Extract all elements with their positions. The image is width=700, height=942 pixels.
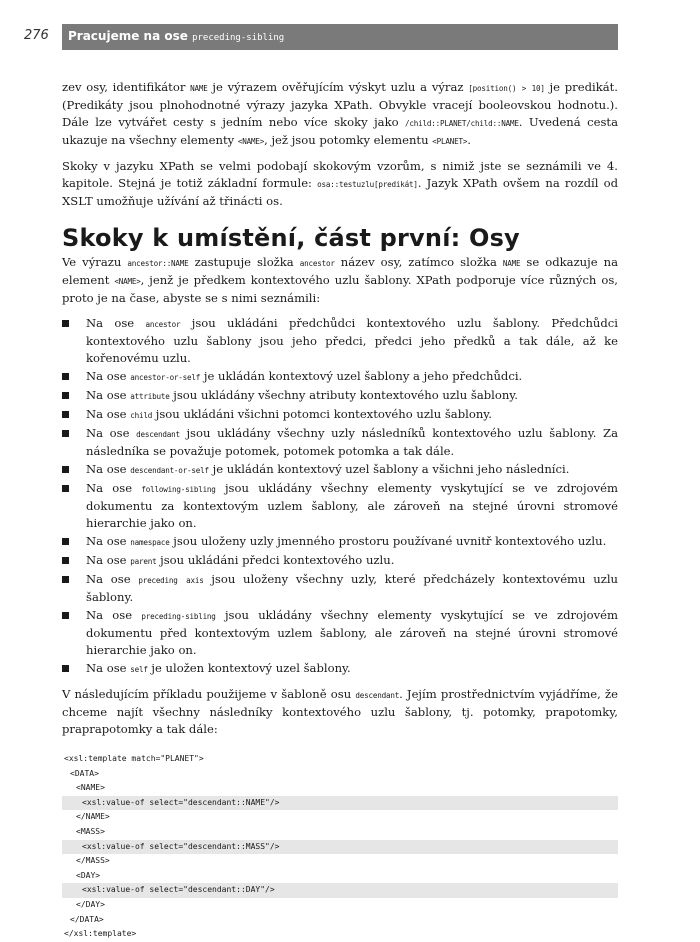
code-line <box>62 796 618 811</box>
text-run: je ukládán kontextový uzel šablony a jeho předchůdci. <box>200 369 523 383</box>
text-run: Na ose <box>86 534 131 548</box>
square-bullet-icon <box>62 320 69 327</box>
axis-list-item <box>62 461 618 479</box>
inline-code: attribute <box>130 392 170 401</box>
text-run: Na ose <box>86 426 137 440</box>
code-line-text: <xsl:value-of select="descendant::DAY"/> <box>82 885 275 895</box>
code-line-text: </NAME> <box>76 812 110 822</box>
code-line-text: <xsl:value-of select="descendant::MASS"/> <box>82 841 280 851</box>
code-line <box>62 840 618 855</box>
code-line <box>62 810 618 825</box>
text-run: V následujícím příkladu použijeme v šabloně osu <box>62 687 356 701</box>
text-run: . <box>467 133 471 147</box>
inline-code: ancestor <box>299 259 335 268</box>
inline-code: <NAME> <box>237 137 265 146</box>
square-bullet-icon <box>62 665 69 672</box>
square-bullet-icon <box>62 538 69 545</box>
running-header-title <box>68 29 284 43</box>
text-run: jsou ukládáni předci kontextového uzlu. <box>156 553 395 567</box>
code-line-text: </DAY> <box>76 899 105 909</box>
code-line-text: <NAME> <box>76 783 105 793</box>
inline-code: preceding axis <box>138 576 204 585</box>
inline-code: <NAME> <box>114 277 141 286</box>
inline-code: ancestor::NAME <box>127 259 189 268</box>
code-line <box>62 898 618 913</box>
text-run: jsou ukládáni všichni potomci kontextového uzlu šablony. <box>152 407 492 421</box>
inline-code: [position() > 10] <box>468 84 545 93</box>
axis-list-item <box>62 660 618 678</box>
text-run: . Uvedená cesta ukazuje na všechny elementy <box>62 115 619 147</box>
inline-code: NAME <box>190 84 208 93</box>
inline-code: following-sibling <box>141 485 216 494</box>
code-line <box>62 781 618 796</box>
running-header-code: preceding-sibling <box>192 33 285 43</box>
example-intro-paragraph <box>62 686 618 738</box>
inline-code: ancestor <box>145 320 181 329</box>
code-line-text: </DATA> <box>70 914 104 924</box>
text-run: jsou ukládány všechny elementy vyskytující se ve zdrojovém dokumentu za kontextovým uzlem šablony, ale zároveň na stejné úrovni stromové hierarchie jako on. <box>86 481 618 530</box>
axis-list-item <box>62 425 618 460</box>
text-run: Skoky v jazyku XPath se velmi podobají skokovým vzorům, s nimiž jste se seznámili ve 4. kapitole. Stejná je totiž základní formule: <box>62 159 618 190</box>
axis-list-item <box>62 571 618 606</box>
inline-code: descendant <box>136 430 180 439</box>
text-run: zev osy, identifikátor <box>62 80 191 94</box>
text-run: Na ose <box>86 369 131 383</box>
text-run: , jenž je předkem kontextového uzlu šablony. XPath podporuje více různých os, proto je na čase, abyste se s nimi seznámili: <box>62 273 618 305</box>
axis-list-item <box>62 315 618 367</box>
text-run: Ve výrazu <box>62 255 128 269</box>
inline-code: self <box>130 665 148 674</box>
text-run: jsou ukládány všechny uzly následníků kontextového uzlu šablony. Za následníka se považuje potomek, potomek potomka a tak dále. <box>86 426 618 458</box>
code-line-text: <MASS> <box>76 826 105 836</box>
axis-list-item <box>62 406 618 424</box>
code-line <box>62 913 618 928</box>
code-line <box>62 854 618 869</box>
code-line <box>62 752 618 767</box>
text-run: Na ose <box>86 661 131 675</box>
code-line <box>62 883 618 898</box>
square-bullet-icon <box>62 392 69 399</box>
running-header-text: Pracujeme na ose <box>68 29 193 43</box>
intro-section <box>62 79 618 210</box>
inline-code: child <box>130 411 153 420</box>
intro-paragraph <box>62 158 618 210</box>
axis-list-item <box>62 533 618 551</box>
text-run: Na ose <box>86 407 131 421</box>
section-intro-paragraph <box>62 254 618 307</box>
axis-list-item <box>62 368 618 386</box>
text-run: Na ose <box>86 481 142 495</box>
axes-list <box>62 315 618 678</box>
text-run: , jež jsou potomky elementu <box>264 133 433 147</box>
text-run: jsou uloženy uzly jmenného prostoru používané uvnitř kontextového uzlu. <box>169 534 607 548</box>
code-block <box>62 752 618 942</box>
text-run: je ukládán kontextový uzel šablony a všichni jeho následníci. <box>208 462 570 476</box>
square-bullet-icon <box>62 612 69 619</box>
text-run: Na ose <box>86 553 131 567</box>
text-run: jsou ukládáni předchůdci kontextového uzlu šablony. Předchůdci kontextového uzlu šablony jsou jeho předci, předci jeho předků a tak dále, až ke kořenovému uzlu. <box>86 316 619 365</box>
square-bullet-icon <box>62 557 69 564</box>
text-run: je výrazem ověřujícím výskyt uzlu a výraz <box>207 80 469 94</box>
code-line <box>62 927 618 942</box>
code-line <box>62 767 618 782</box>
inline-code: NAME <box>502 259 521 268</box>
text-run: Na ose <box>86 572 139 586</box>
text-run: jsou ukládány všechny elementy vyskytující se ve zdrojovém dokumentu před kontextovým uzlem šablony, ale zároveň na stejné úrovni stromové hierarchie jako on. <box>86 608 618 657</box>
inline-code: /child::PLANET/child::NAME <box>405 119 519 128</box>
code-line-text: <DATA> <box>70 768 99 778</box>
section-heading: Skoky k umístění, část první: Osy <box>62 224 520 252</box>
text-run: se odkazuje na element <box>62 255 619 287</box>
code-line-text: </MASS> <box>76 856 110 866</box>
text-run: Na ose <box>86 608 142 622</box>
text-run: Na ose <box>86 388 131 402</box>
square-bullet-icon <box>62 466 69 473</box>
inline-code: parent <box>130 557 157 566</box>
inline-code: preceding-sibling <box>141 612 216 621</box>
square-bullet-icon <box>62 485 69 492</box>
code-line-text: </xsl:template> <box>64 929 137 939</box>
text-run: Na ose <box>86 316 146 330</box>
axis-list-item <box>62 387 618 405</box>
code-line-text: <xsl:template match="PLANET"> <box>64 754 204 763</box>
text-run: zastupuje složka <box>188 255 300 269</box>
running-header-bar <box>62 24 618 50</box>
code-line-text: <xsl:value-of select="descendant::NAME"/> <box>82 797 280 807</box>
text-run: je uložen kontextový uzel šablony. <box>147 661 351 675</box>
text-run: název osy, zatímco složka <box>334 255 503 269</box>
code-line <box>62 869 618 884</box>
square-bullet-icon <box>62 576 69 583</box>
inline-code: descendant-or-self <box>130 466 209 475</box>
page-content <box>62 79 618 942</box>
inline-code: descendant <box>355 691 400 700</box>
inline-code: namespace <box>130 538 170 547</box>
text-run: jsou ukládány všechny atributy kontextového uzlu šablony. <box>169 388 518 402</box>
inline-code: ancestor-or-self <box>130 373 201 382</box>
code-line <box>62 825 618 840</box>
inline-code: osa::testuzlu[predikát] <box>317 180 418 189</box>
text-run: Na ose <box>86 462 131 476</box>
square-bullet-icon <box>62 373 69 380</box>
text-run: . Jejím prostřednictvím vyjádříme, že chceme najít všechny následníky kontextového uzlu šablony, tj. potomky, prapotomky, praprapotomky a tak dále: <box>62 687 618 736</box>
text-run: je predikát. (Predikáty jsou plnohodnotné výrazy jazyka XPath. Obvykle vracejí booleovskou hodnotu.). Dále lze vytvářet cesty s jedním nebo více skoky jako <box>62 80 618 129</box>
square-bullet-icon <box>62 430 69 437</box>
intro-paragraph <box>62 79 618 150</box>
axis-list-item <box>62 607 618 659</box>
text-run: jsou uloženy všechny uzly, které předcházely kontextovému uzlu šablony. <box>86 572 619 604</box>
page-number: 276 <box>24 28 49 43</box>
inline-code: <PLANET> <box>432 137 468 146</box>
text-run: . Jazyk XPath ovšem na rozdíl od XSLT umožňuje užívání až třinácti os. <box>62 176 618 208</box>
code-line-text: <DAY> <box>76 870 101 880</box>
page-header <box>24 24 618 50</box>
axis-list-item <box>62 480 618 532</box>
square-bullet-icon <box>62 411 69 418</box>
axis-list-item <box>62 552 618 570</box>
